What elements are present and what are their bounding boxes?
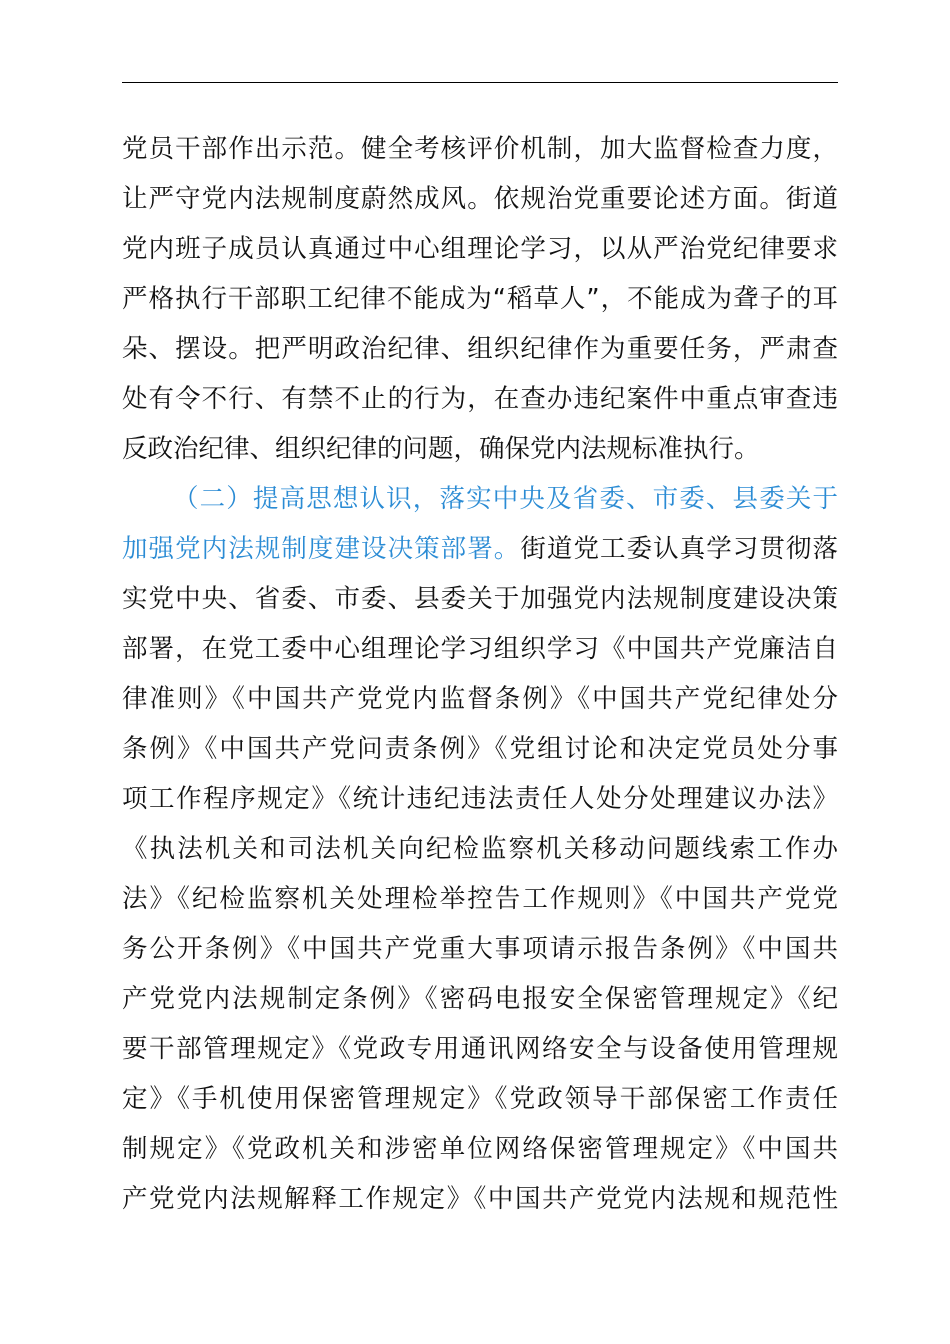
- p2-line-1: [122, 524, 838, 574]
- p1-line-3: 党内班子成员认真通过中心组理论学习，以从严治党纪律要求: [122, 234, 838, 264]
- p1-line-1: 党员干部作出示范。健全考核评价机制，加大监督检查力度，: [122, 134, 838, 164]
- p2-line-2: 实党中央、省委、市委、县委关于加强党内法规制度建设决策: [122, 584, 838, 614]
- p1-line-2: 让严守党内法规制度蔚然成风。依规治党重要论述方面。街道: [122, 184, 838, 214]
- p2-line-1-rest: 街道党工委认真学习贯彻落: [520, 534, 838, 564]
- p2-line-9: 务公开条例》《中国共产党重大事项请示报告条例》《中国共: [122, 934, 838, 964]
- section-heading-part-2: 加强党内法规制度建设决策部署。: [122, 534, 521, 564]
- p2-line-13: 制规定》《党政机关和涉密单位网络保密管理规定》《中国共: [122, 1134, 838, 1164]
- p2-line-5: 条例》《中国共产党问责条例》《党组讨论和决定党员处分事: [122, 734, 838, 764]
- p2-line-3: 部署，在党工委中心组理论学习组织学习《中国共产党廉洁自: [122, 634, 838, 664]
- p2-line-12: 定》《手机使用保密管理规定》《党政领导干部保密工作责任: [122, 1084, 838, 1114]
- section-heading-part-1: （二）提高思想认识，落实中央及省委、市委、县委关于: [173, 484, 838, 514]
- p2-line-8: 法》《纪检监察机关处理检举控告工作规则》《中国共产党党: [122, 884, 838, 914]
- p1-line-5: 朵、摆设。把严明政治纪律、组织纪律作为重要任务，严肃查: [122, 334, 838, 364]
- p2-heading-line-1: [122, 474, 838, 524]
- document-body: [122, 124, 838, 1224]
- p2-line-6: 项工作程序规定》《统计违纪违法责任人处分处理建议办法》: [122, 784, 838, 814]
- p1-line-7: 反政治纪律、组织纪律的问题，确保党内法规标准执行。: [122, 434, 760, 464]
- p1-line-6: 处有令不行、有禁不止的行为，在查办违纪案件中重点审查违: [122, 384, 838, 414]
- p2-line-4: 律准则》《中国共产党党内监督条例》《中国共产党纪律处分: [122, 684, 838, 714]
- p2-line-14: 产党党内法规解释工作规定》《中国共产党党内法规和规范性: [122, 1184, 838, 1214]
- p1-line-4: 严格执行干部职工纪律不能成为“稻草人”，不能成为聋子的耳: [122, 284, 838, 314]
- p2-line-11: 要干部管理规定》《党政专用通讯网络安全与设备使用管理规: [122, 1034, 838, 1064]
- header-rule: [122, 82, 838, 83]
- p2-line-7: 《执法机关和司法机关向纪检监察机关移动问题线索工作办: [122, 834, 838, 864]
- p2-line-10: 产党党内法规制定条例》《密码电报安全保密管理规定》《纪: [122, 984, 838, 1014]
